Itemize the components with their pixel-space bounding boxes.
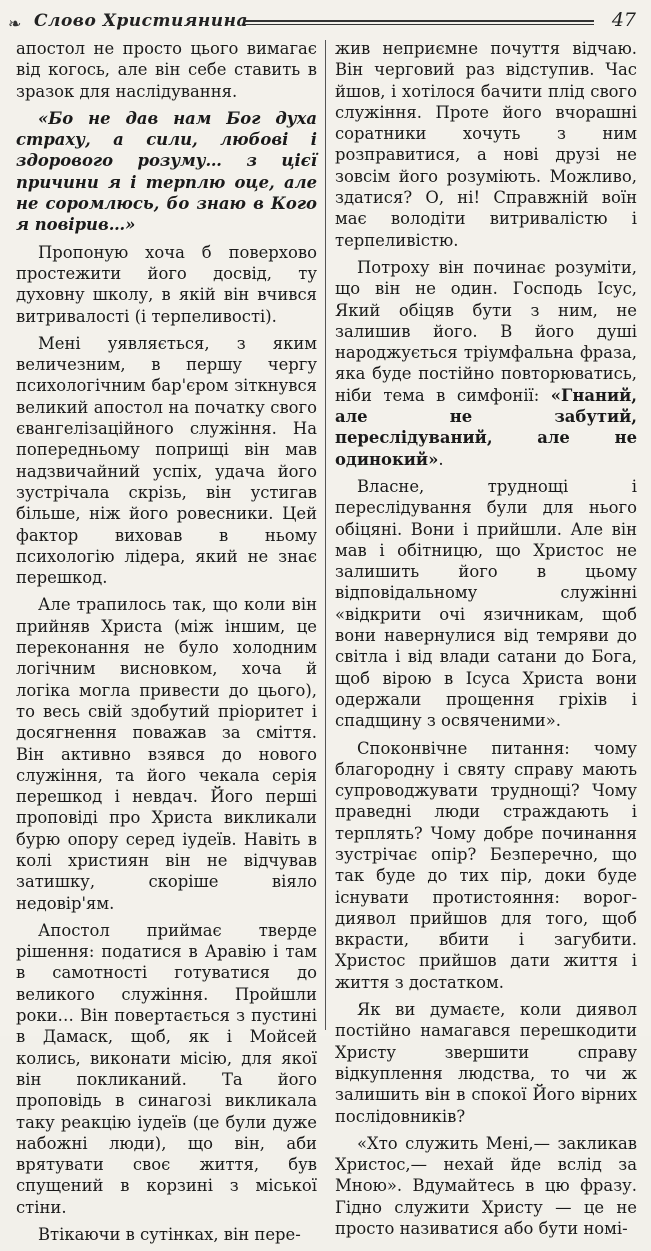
paragraph: Як ви думаєте, коли диявол постійно намагався перешкодити Христу звершити справу відкуплення людства, то чи ж залишить він в спокої Його вірних послідовників? xyxy=(335,1000,637,1126)
paragraph xyxy=(335,257,637,470)
paragraph: Споконвічне питання: чому благородну і святу справу мають супроводжувати труднощі? Чому праведні люди страждають і терплять? Чому добре починання зустрічає опір? Безперечно, що так буде до тих пір, доки буде існувати протистояння: ворог-диявол прийшов для того, щоб вкрасти, вбити і загубити. Христос прийшов дати життя і життя з достатком. xyxy=(335,738,637,992)
header-rule xyxy=(244,20,594,25)
column-divider xyxy=(325,40,326,1030)
paragraph: Але трапилось так, що коли він прийняв Христа (між іншим, це переконання не було холодним логічним висновком, хоча й логіка могла привести до цього), то весь свій здобутий пріоритет і досягнення поважав за сміття. Він активно взявся до нового служіння, та його чекала серія перешкод і невдач. Його перші проповіді про Христа викликали бурю опору серед іудеїв. Навіть в колі християн він не відчував затишку, скоріше віяло недовір'ям. xyxy=(16,595,317,913)
paragraph-text: Потроху він починає розуміти, що він не один. Господь Ісус, Який обіцяв бути з ним, не залишив його. В його душі народжується тріумфальна фраза, яка буде постійно повторюватись, ніби тема в симфонії: xyxy=(335,257,637,405)
paragraph: Мені уявляється, з яким величезним, в першу чергу психологічним бар'єром зіткнувся великий апостол на початку свого євангелізаційного служіння. На попередньому поприщі він мав надзвичайний успіх, удача його зустрічала скрізь, він устигав більше, ніж його ровесники. Цей фактор виховав в ньому психологію лідера, який не знає перешкод. xyxy=(16,333,317,588)
paragraph-end: . xyxy=(438,449,444,469)
paragraph: Втікаючи в сутінках, він пере- xyxy=(38,1225,301,1245)
page-header xyxy=(6,5,646,35)
paragraph: апостол не просто цього вимагає від когось, але він себе ставить в зразок для наслідування. xyxy=(16,39,317,101)
paragraph: «Хто служить Мені,— закликав Христос,— нехай йде вслід за Мною». Вдумайтесь в цю фразу. Гідно служити Христу — це не просто називатися або бути номі- xyxy=(335,1133,637,1239)
paragraph: Пропоную хоча б поверхово простежити його досвід, ту духовну школу, в якій він вчився витривалості (і терпеливості). xyxy=(16,242,317,326)
paragraph: Апостол приймає тверде рішення: податися в Аравію і там в самотності готуватися до великого служіння. Пройшли роки… Він повертається з пустині в Дамаск, щоб, як і Мойсей колись, виконати місію, для якої він покликаний. Та його проповідь в синагозі викликала таку реакцію іудеїв (це були дуже набожні люди), що він, аби врятувати своє життя, був спущений в корзині з міської стіни. xyxy=(16,920,317,1217)
ornament-icon: ❧ xyxy=(8,14,22,33)
left-column xyxy=(16,38,317,1251)
paragraph: жив неприємне почуття відчаю. Він черговий раз відступив. Час йшов, і хотілося бачити плід свого служіння. Проте його вчорашні соратники хочуть з ним розправитися, а нові друзі не зовсім його розуміють. Можливо, здатися? О, ні! Справжній воїн має володіти витривалістю і терпеливістю. xyxy=(335,39,637,250)
scripture-quote: «Бо не дав нам Бог духа страху, а сили, любові і здорового розуму… з цієї причини я і терплю оце, але не соромлюсь, бо знаю в Кого я повірив…» xyxy=(16,108,317,235)
right-column xyxy=(335,38,637,1245)
paragraph: Власне, труднощі і переслідування були для нього обіцяні. Вони і прийшли. Але він мав і обітницю, що Христос не залишить його в цьому відповідальному служінні «відкрити очі язичникам, щоб вони навернулися від темряви до світла і від влади сатани до Бога, щоб вірою в Ісуса Христа вони одержали прощення гріхів і спадщину з освяченими». xyxy=(335,476,637,731)
page-number: 47 xyxy=(611,9,636,31)
bold-quote: «Гнаний, але не забутий, переслідуваний, але не одинокий» xyxy=(335,385,637,469)
running-title: Слово Християнина xyxy=(34,11,249,31)
